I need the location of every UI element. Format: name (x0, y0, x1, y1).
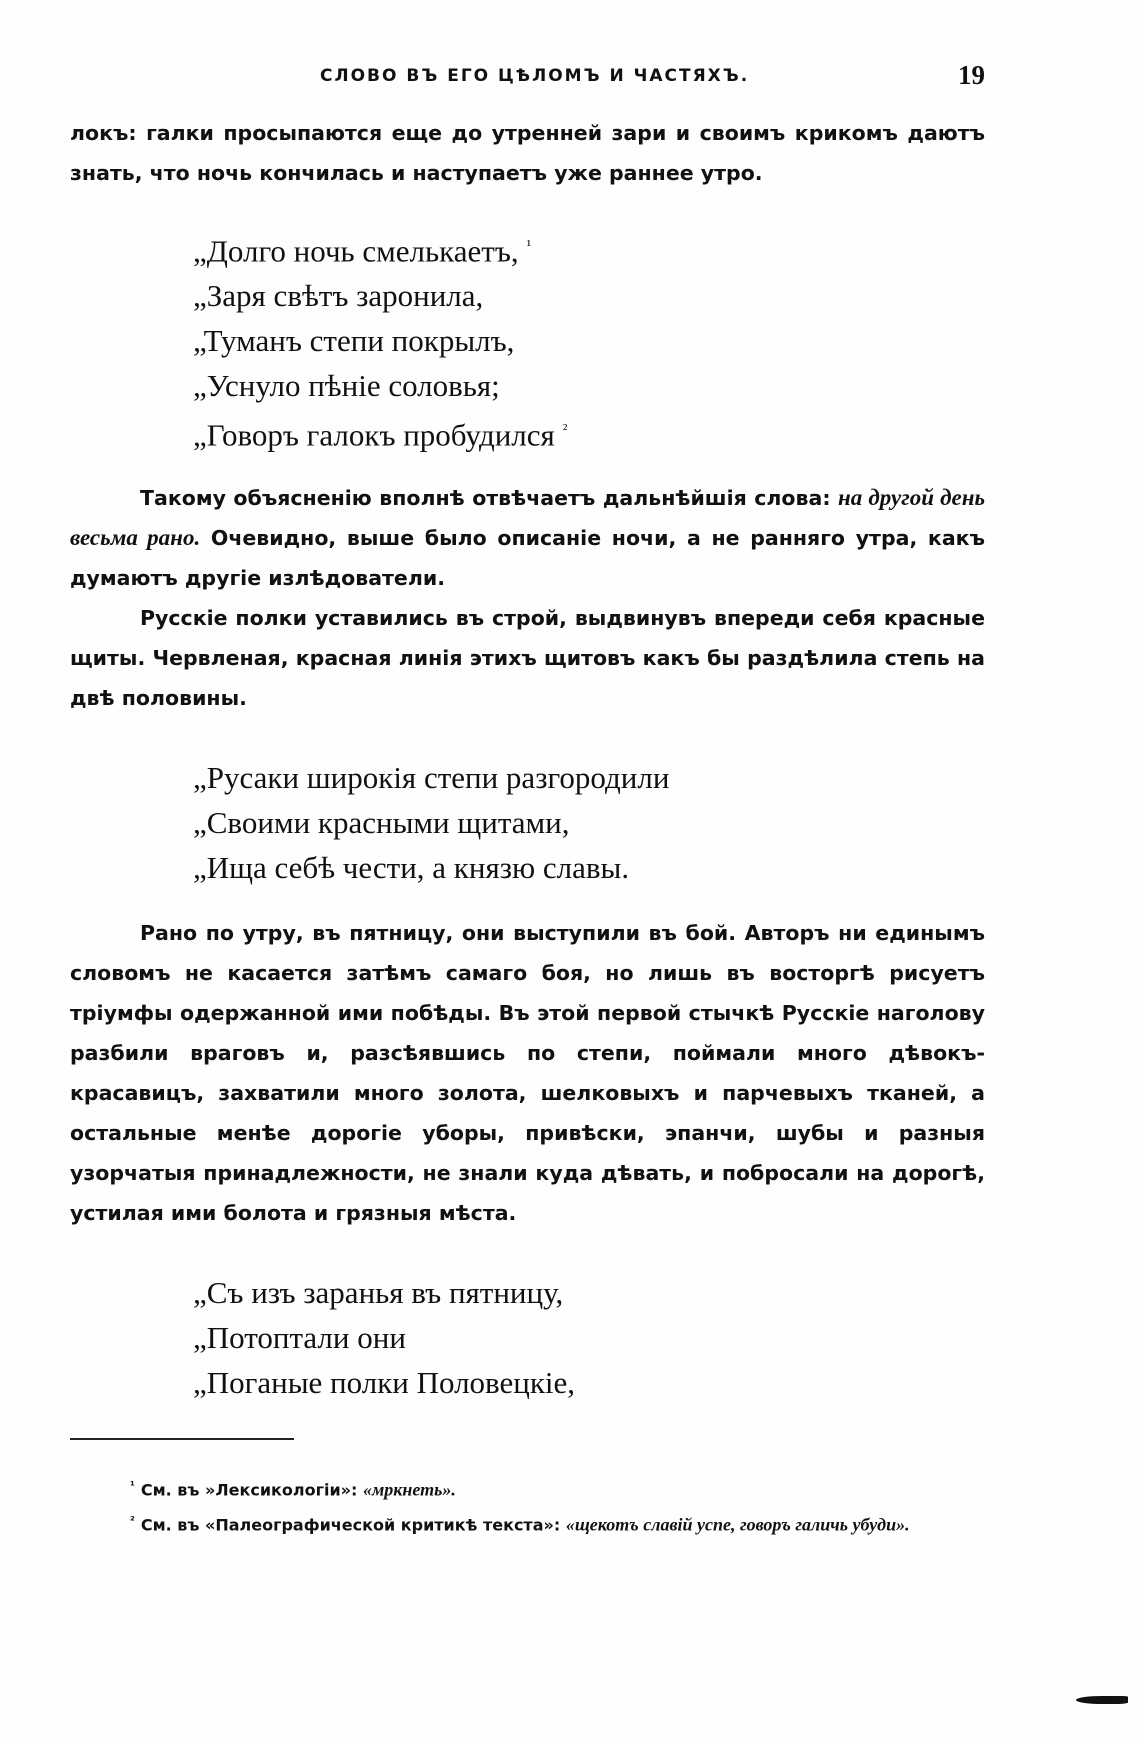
paragraph-continuation (70, 113, 985, 193)
verse-line: „Поганые полки Половецкіе, (193, 1365, 576, 1400)
page-header (70, 60, 985, 96)
verse-line: „Уснуло пѣніе соловья; (193, 368, 500, 404)
footnote-divider (70, 1438, 294, 1440)
verse-line: „Русаки широкія степи разгородили (193, 760, 670, 795)
verse-line: „Ища себѣ чести, а князю славы. (193, 850, 630, 885)
paragraph-shields: Русскіе полки уставились въ строй, выдвинувъ впереди себя красные щиты. Червленая, красная линія этихъ щитовъ какъ бы раздѣлила степь на двѣ половины. (70, 606, 985, 710)
footnote-2: $^{^2}$ См. въ «Палеографической критикѣ текста»: «щекотъ славій успе, говоръ галичь убуди». (130, 1514, 910, 1535)
footnote-mark: ¹ (526, 238, 532, 254)
paragraph-explanation: Такому объясненію вполнѣ отвѣчаетъ дальнѣйшія слова: на другой день весьма рано. Очевидно, выше было описаніе ночи, а не ранняго утра, какъ думаютъ другіе излѣдователи. (70, 485, 985, 590)
paragraph-block-3 (70, 913, 985, 1233)
verse-line: „Съ изъ заранья въ пятницу, (193, 1275, 564, 1310)
page-number: 19 (958, 60, 985, 90)
footnote-1: $^{^1}$ См. въ »Лексикологіи»: «мркнеть». (130, 1479, 456, 1500)
verse-line: „Говоръ галокъ пробудился $^{^2}$ (193, 417, 568, 453)
verse-line: „Долго ночь смелькаетъ, $^{^1}$ (193, 233, 532, 269)
italic-quote: на другой день весьма рано. (70, 485, 985, 550)
paragraph-battle: Рано по утру, въ пятницу, они выступили въ бой. Авторъ ни единымъ словомъ не касается затѣмъ самаго боя, но лишь въ восторгѣ рисуетъ тріумфы одержанной ими побѣды. Въ этой первой стычкѣ Русскіе наголову разбили враговъ и, разсѣявшись по степи, поймали много дѣвокъ-красавицъ, захватили много золота, шелковыхъ и парчевыхъ тканей, а остальные менѣе дорогіе уборы, привѣски, эпанчи, шубы и разныя узорчатыя принадлежности, не знали куда дѣвать, и побросали на дорогѣ, устилая ими болота и грязныя мѣста. (70, 921, 985, 1225)
verse-line: „Заря свѣтъ заронила, (193, 278, 484, 314)
verse-block-3 (193, 1270, 913, 1405)
footnotes (70, 1470, 985, 1541)
paragraph-text: локъ: галки просыпаются еще до утренней зари и своимъ крикомъ даютъ знать, что ночь кончилась и наступаетъ уже раннее утро. (70, 121, 985, 185)
running-title: СЛОВО ВЪ ЕГО ЦѢЛОМЪ И ЧАСТЯХЪ. (320, 66, 750, 86)
paragraph-block-2 (70, 478, 985, 718)
scan-artifact-mark (1076, 1696, 1128, 1704)
verse-line: „Своими красными щитами, (193, 805, 570, 840)
verse-block-2 (193, 755, 913, 890)
footnote-mark: ² (562, 422, 568, 439)
verse-line: „Потоптали они (193, 1320, 406, 1355)
verse-line: „Туманъ степи покрылъ, (193, 323, 515, 359)
verse-block-1 (193, 224, 913, 458)
